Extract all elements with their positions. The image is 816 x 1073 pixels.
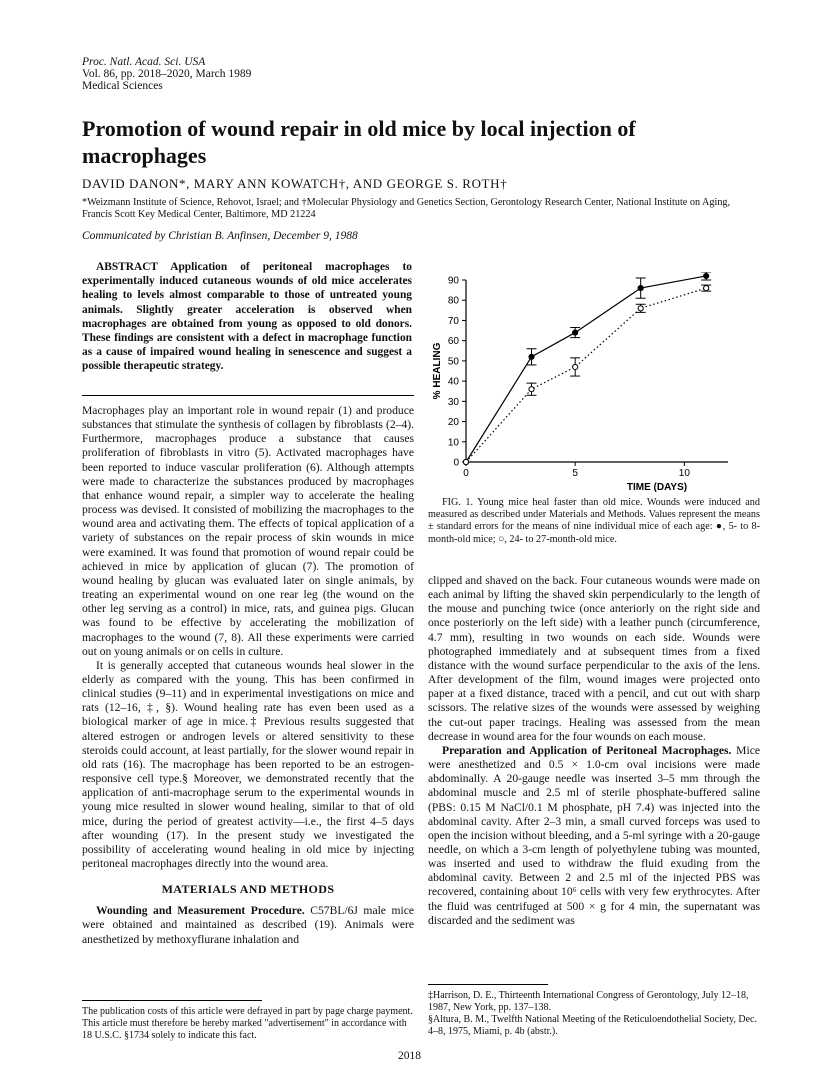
y-tick-label-90: 90 [447, 275, 459, 287]
journal-volume: Vol. 86, pp. 2018–2020, March 1989 [82, 68, 252, 80]
series-2-line [466, 288, 706, 462]
series-2-point-4 [704, 285, 709, 290]
y-tick-label-40: 40 [447, 376, 459, 388]
body-paragraph-1: Macrophages play an important role in wound repair (1) and produce substances that stimulate the synthesis of collagen by fibroblasts (2–4). Furthermore, macrophages produce a substance that causes proliferation of fibroblasts in vitro (5). Activated macrophages have been reported to induce vascular proliferation (6). Although attempts were made to characterize the substances produced by macrophages that enhance wound repair, a simpler way to accelerate the healing process was devised. It consisted of mobilizing the macrophages to the wound area and activating them. The effects of topical application of a variety of substances on the repair process of skin wounds in mice were examined. It was found that promotion of wound repair could be achieved in mice by application of glucan (7). The promotion of wound healing by glucan was evaluated later on single animals, by treating an experimental wound on one rear leg (the wound on the other leg serving as a control) in mice, rats, and guinea pigs. Glucan was found to be effective by accelerating the mobilization of macrophages to the wound (7, 8). All these experiments were carried out on young animals or on cells in culture. [82, 404, 414, 658]
footnote-1: ‡Harrison, D. E., Thirteenth International Congress of Gerontology, July 12–18, 1987, New York, pp. 137–138. [428, 990, 749, 1013]
y-tick-label-70: 70 [447, 315, 459, 327]
body-paragraph-2: It is generally accepted that cutaneous wounds heal slower in the elderly as compared with the young. This has been confirmed in clinical studies (9–11) and in experimental investigations on mice and rats (12–16, ‡, §). Wound healing rate has even been used as a biological marker of age in mice.‡ Previous results suggested that altered estrogen or androgen levels or altered sensitivity to these steroids could account, at least partially, for the slower wound repair in old rats (16). The macrophage has been reported to be an estrogen-responsive cell type.§ Moreover, we demonstrated recently that the application of anti-macrophage serum to the experimental wounds in young mice resulted in slower wound healing, similar to that of old mice, during the period of greatest activity—i.e., the first 4–5 days after wounding (17). In the present study we investigated the possibility of accelerating wound healing in old mice by injecting peritoneal macrophages directly into the wound area. [82, 658, 414, 870]
x-tick-label-0: 0 [463, 468, 469, 479]
communicated-by: Communicated by Christian B. Anfinsen, December 9, 1988 [82, 230, 358, 242]
healing-chart [428, 272, 764, 492]
series-2-point-2 [573, 364, 578, 369]
prep-text: Mice were anesthetized and 0.5 × 1.0-cm oval incisions were made abdominally. A 20-gauge needle was inserted 3–5 mm through the abdominal muscle and 2.5 ml of sterile phosphate-buffered saline (PBS: 0.15 M NaCl/0.1 M phosphate, pH 7.4) was injected into the abdominal cavity. After 2–3 min, a small curved forceps was used to open the incision without bleeding, and a 5-ml syringe with a 20-gauge needle, on which a 3-cm length of polyethylene tubing was mounted, was inserted and used to withdraw the fluid exuding from the abdominal cavity. Between 2 and 2.5 ml of the injected PBS was recovered, containing about 10⁶ cells with very few erythrocytes. After the fluid was centrifuged at 500 × g for 4 min, the supernatant was discarded and the sediment was [428, 743, 760, 927]
figure-caption: FIG. 1. Young mice heal faster than old mice. Wounds were induced and measured as described under Materials and Methods. Values represent the means ± standard errors for the means of nine individual mice of each age: ●, 5- to 8-month-old mice; ○, 24- to 27-month-old mice. [428, 497, 760, 545]
x-axis-label: TIME (DAYS) [626, 482, 688, 492]
affiliations: *Weizmann Institute of Science, Rehovot, Israel; and †Molecular Physiology and Genetics Section, Gerontology Research Center, National Institute on Aging, Francis Scott Key Medical Center, Baltimore, MD 21224 [82, 197, 731, 220]
footnote-divider [428, 984, 548, 985]
wounding-text: C57BL/6J male mice were obtained and maintained as described (19). Animals were anesthetized by methoxyflurane inhalation and [82, 904, 414, 946]
y-tick-label-0: 0 [453, 457, 459, 469]
y-tick-label-30: 30 [447, 396, 459, 408]
left-column [82, 404, 414, 947]
series-1-point-3 [638, 285, 643, 290]
runin-heading-prep: Preparation and Application of Peritoneal Macrophages. [442, 743, 732, 757]
y-axis-label: % HEALING [432, 342, 443, 400]
series-1-point-1 [529, 354, 534, 359]
publication-note-divider [82, 1000, 262, 1001]
x-tick-label-10: 10 [678, 468, 690, 479]
journal-name: Proc. Natl. Acad. Sci. USA [82, 56, 206, 68]
y-tick-label-20: 20 [447, 417, 459, 429]
journal-section: Medical Sciences [82, 80, 163, 92]
section-heading-methods: MATERIALS AND METHODS [161, 882, 335, 897]
x-tick-label-5: 5 [572, 468, 578, 479]
runin-heading-wounding: Wounding and Measurement Procedure. [96, 904, 305, 918]
abstract: ABSTRACT Application of peritoneal macrophages to experimentally induced cutaneous wounds of old mice accelerates healing to levels almost comparable to those of untreated young animals. Slightly greater acceleration is observed when macrophages are obtained from young as opposed to old donors. These findings are consistent with a defect in macrophage function as a cause of impaired wound healing in senescence and suggest a possible therapeutic strategy. [82, 261, 412, 373]
figure-1 [428, 272, 764, 492]
page-number: 2018 [398, 1050, 421, 1062]
body-paragraph-prep [428, 744, 760, 928]
y-tick-label-10: 10 [447, 437, 459, 449]
series-1-point-2 [573, 330, 578, 335]
author-list: DAVID DANON*, MARY ANN KOWATCH†, AND GEORGE S. ROTH† [82, 176, 508, 191]
paper-title: Promotion of wound repair in old mice by local injection of macrophages [82, 116, 636, 168]
y-tick-label-50: 50 [447, 356, 459, 368]
series-2-point-1 [529, 387, 534, 392]
body-paragraph-wounding [82, 904, 414, 946]
y-tick-label-80: 80 [447, 295, 459, 307]
series-2-point-0 [463, 459, 468, 464]
footnotes [428, 990, 760, 1038]
series-1-point-4 [704, 273, 709, 278]
y-tick-label-60: 60 [447, 336, 459, 348]
footnote-2: §Altura, B. M., Twelfth National Meeting of the Reticuloendothelial Society, Dec. 4–8, 1975, Miami, p. 4b (abstr.). [428, 1014, 757, 1037]
series-2-point-3 [638, 306, 643, 311]
series-1-line [466, 276, 706, 462]
body-paragraph-right-1: clipped and shaved on the back. Four cutaneous wounds were made on each animal by lifting the shaved skin perpendicularly to the length of the mouse and punching twice (once anteriorly on the right side and once posteriorly on the left side) with a leather punch (circumference, 4.7 mm), resulting in two wounds on each side. Wounds were photographed immediately and at subsequent times from a fixed distance with the wound surface perpendicular to the axis of the lens. After development of the film, wound images were projected onto paper at a fixed distance, traced with a pencil, and cut out with sharp scissors. The relative sizes of the wounds were assessed by weighing the cut-out paper tracings. Healing was assessed from the mean decrease in wound area for the four wounds on each mouse. [428, 574, 760, 743]
right-column [428, 574, 760, 928]
journal-header [82, 56, 251, 92]
abstract-divider [82, 395, 414, 396]
publication-note: The publication costs of this article were defrayed in part by page charge payment. This article must therefore be hereby marked "advertisement" in accordance with 18 U.S.C. §1734 solely to indicate this fact. [82, 1006, 413, 1041]
